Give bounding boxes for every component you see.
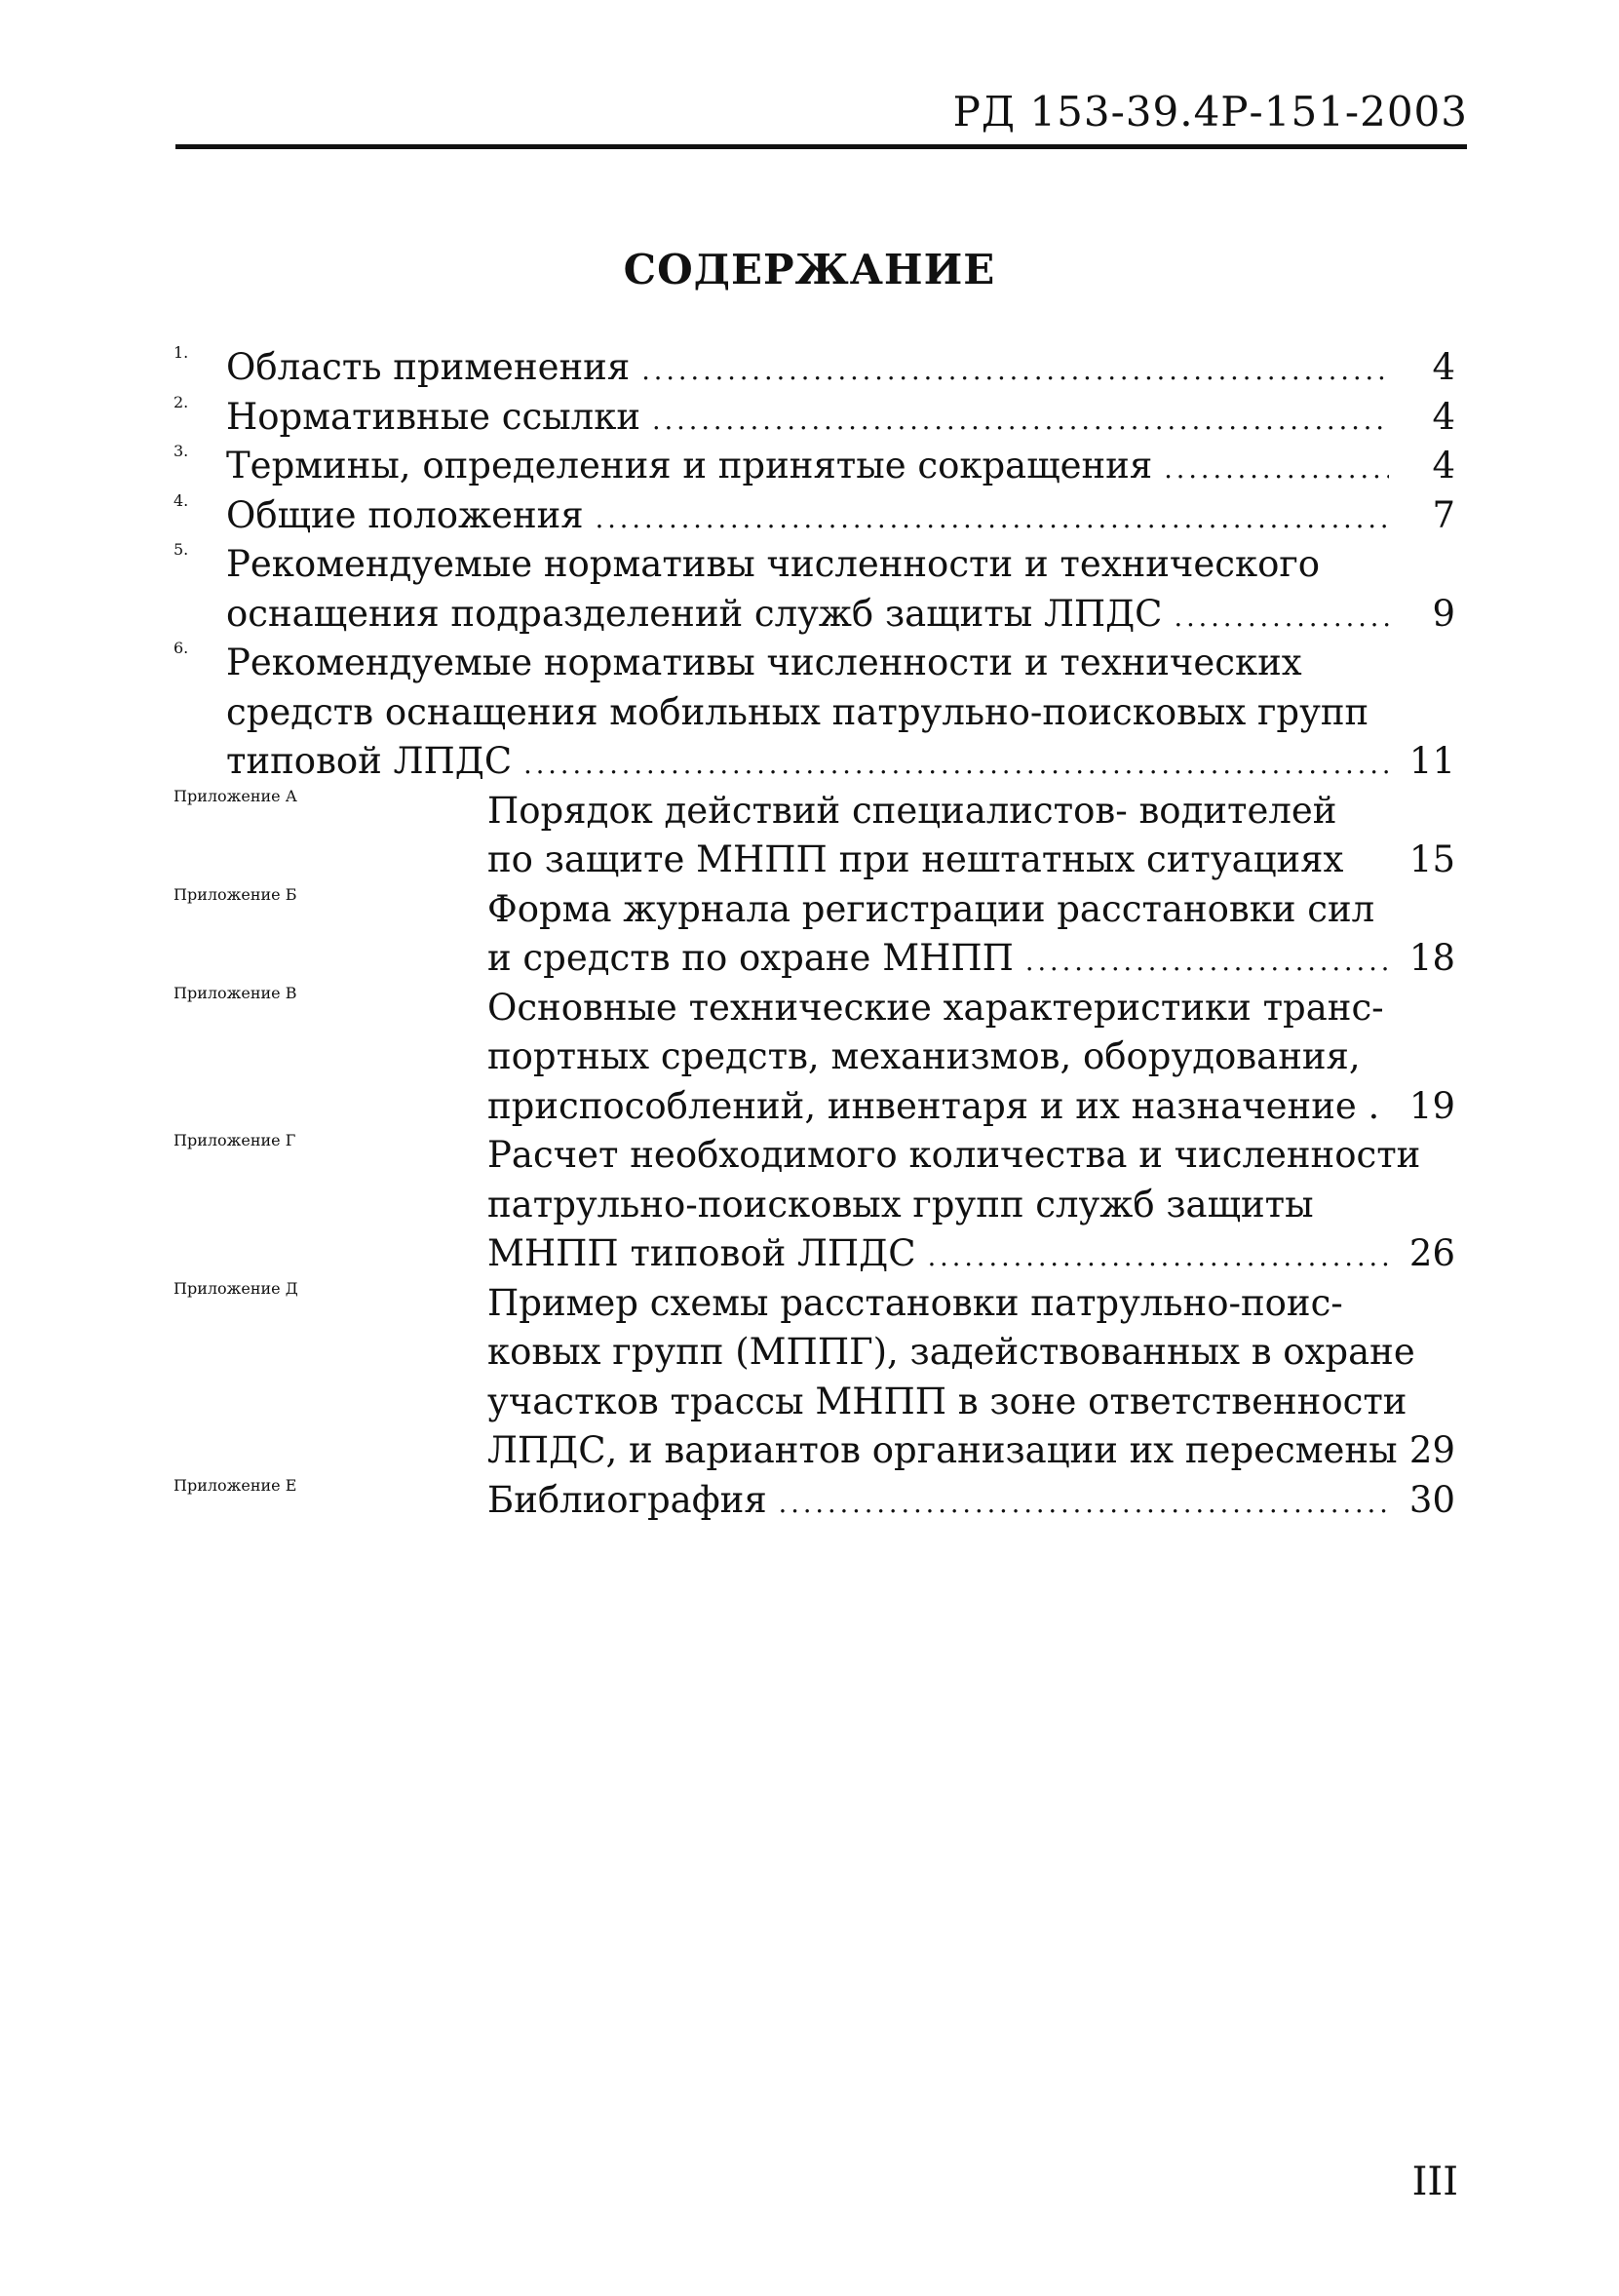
toc-section [173,343,1455,393]
toc-appendix-text [487,885,1403,984]
entry-line [226,590,1403,640]
entry-text: Термины, определения и принятые сокращения [226,445,1153,486]
entry-text: Рекомендуемые нормативы численности и технических [226,642,1302,683]
entry-text: и средств по охране МНПП [487,937,1014,979]
toc-sections [173,343,1455,787]
toc-appendix-label: Приложение Е [173,1475,297,1495]
entry-text: типовой ЛПДС [226,740,513,782]
toc-appendix [173,885,1455,984]
toc-section-label: 4. [173,490,189,510]
entry-text: Расчет необходимого количества и численности [487,1134,1421,1176]
entry-line [226,343,1403,393]
toc-section-label: 6. [173,639,189,657]
entry-line [487,1229,1403,1279]
page-number [1403,1229,1455,1279]
page-number [1403,737,1455,787]
toc-section-text [226,442,1403,491]
toc-section-label: 1. [173,343,189,362]
toc-section-text [226,540,1403,639]
entry-line [487,1378,1407,1427]
toc-appendix [173,1476,1455,1526]
toc-section-page [1403,442,1455,491]
entry-line [226,737,1403,787]
header-rule [175,144,1467,149]
document-code: РД 153-39.4Р-151-2003 [952,88,1468,136]
page-spacer [1403,1032,1455,1082]
entry-line [487,1476,1403,1526]
entry-line [226,688,1403,738]
toc-section [173,491,1455,541]
dot-leader [641,347,1389,397]
entry-text: ковых групп (МППГ), задействованных в охране [487,1331,1415,1373]
toc-section [173,393,1455,443]
entry-text: приспособлений, инвентаря и их назначение . [487,1084,1380,1127]
page-number-value: 15 [1408,838,1455,880]
page-number-value: 4 [1432,346,1455,388]
page-number-value: 11 [1408,740,1455,782]
entry-line [226,639,1403,688]
page-number [1403,590,1455,640]
toc-appendix-text [487,1476,1403,1526]
page-spacer [1403,1181,1455,1230]
page-spacer [1403,885,1455,935]
entry-line [487,1279,1403,1329]
toc-appendix [173,1131,1455,1279]
entry-text: Порядок действий специалистов- водителей [487,789,1337,832]
table-of-contents [173,343,1455,1525]
entry-text: ЛПДС, и вариантов организации их пересмены [487,1429,1398,1471]
page-spacer [1403,984,1455,1033]
dot-leader [1174,594,1389,643]
page-number-value: 4 [1432,395,1455,438]
dot-leader [652,397,1389,447]
entry-line [226,442,1403,491]
toc-section-label: 5. [173,540,189,559]
toc-appendix-label: Приложение В [173,983,297,1002]
toc-section-label: 3. [173,442,189,460]
page-number-value: 26 [1408,1232,1455,1274]
entry-line [487,1082,1403,1132]
entry-line [487,1426,1403,1476]
page-number [1403,836,1455,885]
toc-section-page [1403,639,1455,787]
page-number-value: 29 [1408,1429,1455,1471]
entry-text: портных средств, механизмов, оборудования, [487,1035,1361,1077]
entry-line [487,1328,1415,1378]
dot-leader [523,741,1389,791]
toc-section [173,442,1455,491]
entry-text: Форма журнала регистрации расстановки сил [487,887,1375,930]
toc-appendix-page [1403,1279,1455,1476]
toc-appendix [173,1279,1455,1476]
page-number [1403,1426,1455,1476]
entry-line [226,393,1403,443]
entry-text: участков трассы МНПП в зоне ответственности [487,1380,1407,1422]
page-number [1403,1476,1455,1526]
toc-section [173,639,1455,787]
toc-section-page [1403,491,1455,541]
toc-appendix-text [487,787,1403,885]
page-number-value: 19 [1408,1084,1455,1127]
toc-appendices [173,787,1455,1526]
page-number [1403,491,1455,541]
entry-text: Общие положения [226,493,584,536]
page-spacer [1403,688,1455,738]
toc-appendix-page [1403,787,1455,885]
entry-line [487,1131,1421,1181]
entry-text: оснащения подразделений служб защиты ЛПДС [226,592,1163,635]
entry-text: средств оснащения мобильных патрульно-поисковых групп [226,690,1369,733]
toc-appendix-text [487,984,1403,1132]
entry-text: Нормативные ссылки [226,395,640,438]
dot-leader [596,495,1389,545]
entry-line [226,540,1403,590]
toc-section-text [226,343,1403,393]
page-number-value: 30 [1408,1478,1455,1521]
entry-line [487,836,1403,885]
toc-appendix-label: Приложение А [173,786,297,805]
dot-leader [779,1480,1389,1530]
toc-appendix-page [1403,885,1455,984]
toc-appendix-label: Приложение Д [173,1278,298,1298]
toc-section-page [1403,540,1455,639]
toc-section [173,540,1455,639]
entry-line [487,1181,1403,1230]
page-number [1403,1082,1455,1132]
page-title: СОДЕРЖАНИЕ [623,246,996,293]
entry-line [487,984,1403,1033]
page-spacer [1403,1131,1455,1181]
page-number [1403,442,1455,491]
toc-appendix [173,787,1455,885]
toc-appendix-label: Приложение Г [173,1131,296,1149]
toc-section-page [1403,343,1455,393]
toc-appendix-page [1403,1476,1455,1526]
page-number [1403,393,1455,443]
dot-leader [1025,938,1389,988]
page-folio: III [1411,2160,1458,2204]
dot-leader [928,1233,1389,1283]
dot-leader [1164,446,1389,495]
entry-line [487,787,1403,837]
entry-line [226,491,1403,541]
entry-line [487,885,1403,935]
entry-line [487,934,1403,984]
page-spacer [1403,1279,1455,1329]
page-spacer [1403,1328,1455,1378]
entry-text: МНПП типовой ЛПДС [487,1232,916,1274]
toc-section-text [226,393,1403,443]
toc-appendix-text [487,1279,1415,1476]
entry-text: Область применения [226,346,631,388]
toc-appendix [173,984,1455,1132]
entry-text: Библиография [487,1478,767,1521]
entry-text: Пример схемы расстановки патрульно-поис- [487,1281,1343,1324]
page-spacer [1403,639,1455,688]
toc-section-page [1403,393,1455,443]
page-spacer [1403,787,1455,837]
toc-section-text [226,491,1403,541]
toc-appendix-text [487,1131,1421,1279]
entry-text: патрульно-поисковых групп служб защиты [487,1183,1314,1226]
entry-line [487,1032,1403,1082]
toc-appendix-page [1403,1131,1455,1279]
entry-text: Рекомендуемые нормативы численности и технического [226,543,1321,585]
entry-text: по защите МНПП при нештатных ситуациях [487,838,1344,880]
toc-appendix-page [1403,984,1455,1132]
page-number-value: 7 [1432,493,1455,536]
page-spacer [1403,540,1455,590]
page-number [1403,343,1455,393]
entry-text: Основные технические характеристики транс- [487,986,1384,1029]
page-number-value: 18 [1408,937,1455,979]
page-number-value: 4 [1432,445,1455,486]
toc-appendix-label: Приложение Б [173,884,297,904]
page-number [1403,934,1455,984]
page-number-value: 9 [1432,592,1455,635]
toc-section-label: 2. [173,392,189,411]
toc-section-text [226,639,1403,787]
page-spacer [1403,1378,1455,1427]
